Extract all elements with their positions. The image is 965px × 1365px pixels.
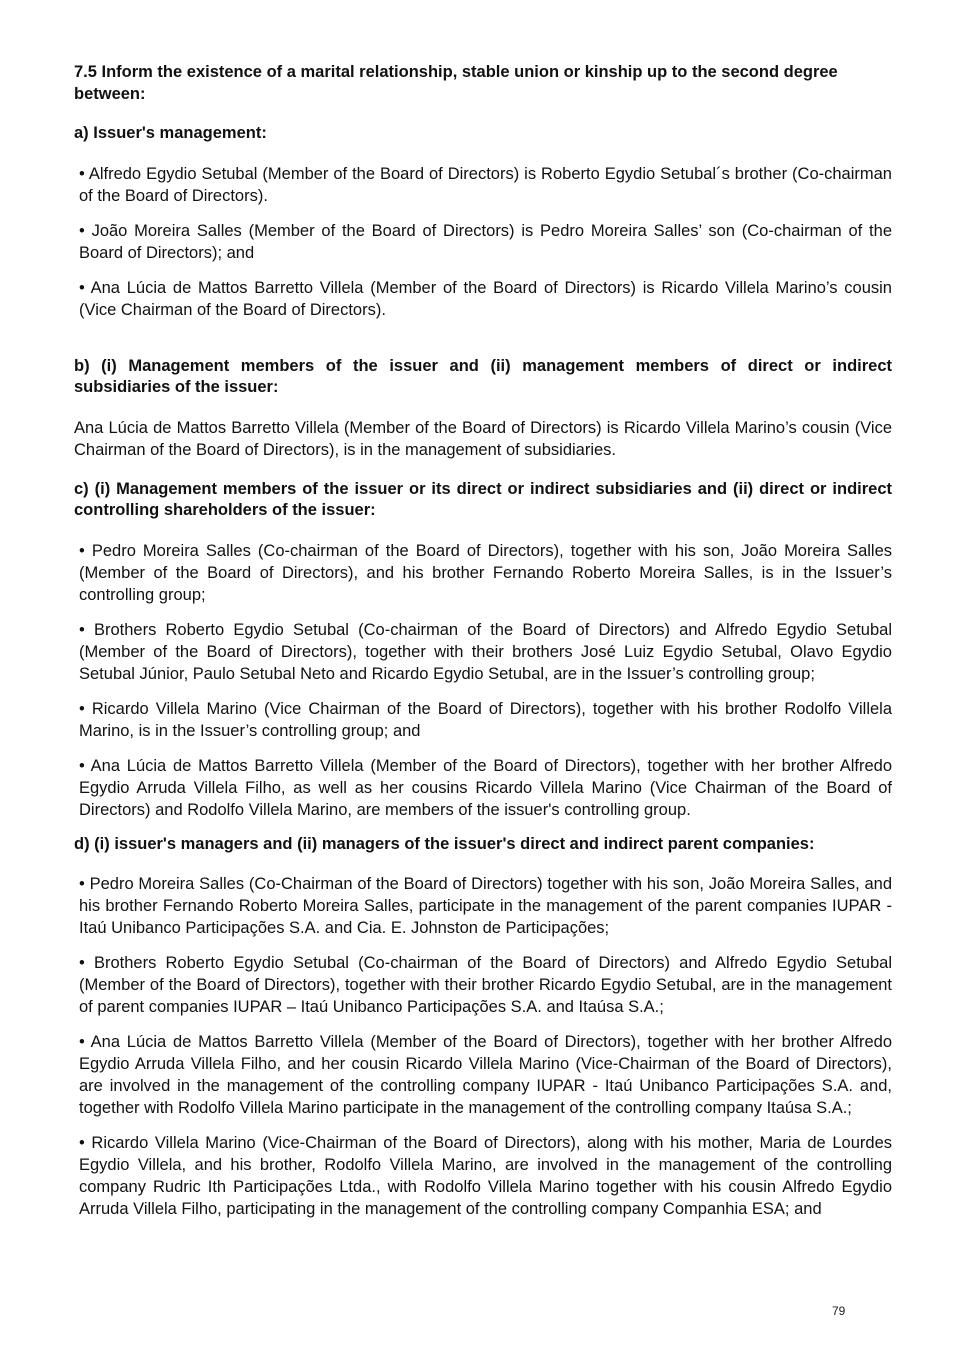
section-c-heading: c) (i) Management members of the issuer or its direct or indirect subsidiaries and (ii) direct or indirect controlling shareholders of the issuer: [74,479,892,519]
document-page [74,62,892,1220]
section-c-bullet: • Ricardo Villela Marino (Vice Chairman of the Board of Directors), together with his brother Rodolfo Villela Marino, is in the Issuer’s controlling group; and [79,699,892,740]
section-a-heading: a) Issuer's management: [74,124,267,142]
section-d-bullet: • Pedro Moreira Salles (Co-Chairman of the Board of Directors) together with his son, João Moreira Salles, and his brother Fernando Roberto Moreira Salles, participate in the management of the parent companies IUPAR - Itaú Unibanco Participações S.A. and Cia. E. Johnston de Participações; [79,875,892,937]
section-d-bullet: • Brothers Roberto Egydio Setubal (Co-chairman of the Board of Directors) and Alfredo Egydio Setubal (Member of the Board of Directors), together with their brother Ricardo Egydio Setubal, are in the management of parent companies IUPAR – Itaú Unibanco Participações S.A. and Itaúsa S.A.; [79,954,892,1016]
section-b-heading: b) (i) Management members of the issuer and (ii) management members of direct or indirect subsidiaries of the issuer: [74,356,892,396]
section-a-bullet: • João Moreira Salles (Member of the Board of Directors) is Pedro Moreira Salles’ son (Co-chairman of the Board of Directors); and [79,221,892,262]
section-d-heading: d) (i) issuer's managers and (ii) managers of the issuer's direct and indirect parent companies: [74,834,815,853]
section-d-bullet: • Ricardo Villela Marino (Vice-Chairman of the Board of Directors), along with his mother, Maria de Lourdes Egydio Villela, and his brother, Rodolfo Villela Marino, are involved in the management of the controlling company Rudric Ith Participações Ltda., with Rodolfo Villela Marino together with his cousin Alfredo Egydio Arruda Villela Filho, participating in the management of the controlling company Companhia ESA; and [79,1134,892,1218]
section-d-bullet: • Ana Lúcia de Mattos Barretto Villela (Member of the Board of Directors), together with her brother Alfredo Egydio Arruda Villela Filho, and her cousin Ricardo Villela Marino (Vice-Chairman of the Board of Directors), are involved in the management of the controlling company IUPAR - Itaú Unibanco Participações S.A. and, together with Rodolfo Villela Marino participate in the management of the controlling company Itaúsa S.A.; [79,1033,892,1117]
section-b-paragraph: Ana Lúcia de Mattos Barretto Villela (Member of the Board of Directors) is Ricardo Villela Marino’s cousin (Vice Chairman of the Board of Directors), is in the management of subsidiaries. [74,418,892,459]
page-number: 79 [832,1304,846,1318]
section-c-bullet: • Pedro Moreira Salles (Co-chairman of the Board of Directors), together with his son, João Moreira Salles (Member of the Board of Directors), and his brother Fernando Roberto Moreira Salles, is in the Issuer’s controlling group; [79,541,892,604]
section-c-bullet: • Ana Lúcia de Mattos Barretto Villela (Member of the Board of Directors), together with her brother Alfredo Egydio Arruda Villela Filho, as well as her cousins Ricardo Villela Marino (Vice Chairman of the Board of Directors) and Rodolfo Villela Marino, are members of the issuer's controlling group. [79,756,892,819]
section-a-bullet: • Alfredo Egydio Setubal (Member of the Board of Directors) is Roberto Egydio Setubal´s brother (Co-chairman of the Board of Directors). [79,164,892,205]
section-title: 7.5 Inform the existence of a marital relationship, stable union or kinship up to the second degree between: [74,63,838,103]
section-a-bullet: • Ana Lúcia de Mattos Barretto Villela (Member of the Board of Directors) is Ricardo Villela Marino’s cousin (Vice Chairman of the Board of Directors). [79,278,892,319]
section-c-bullet: • Brothers Roberto Egydio Setubal (Co-chairman of the Board of Directors) and Alfredo Egydio Setubal (Member of the Board of Directors), together with their brothers José Luiz Egydio Setubal, Olavo Egydio Setubal Júnior, Paulo Setubal Neto and Ricardo Egydio Setubal, are in the Issuer’s controlling group; [79,620,892,683]
